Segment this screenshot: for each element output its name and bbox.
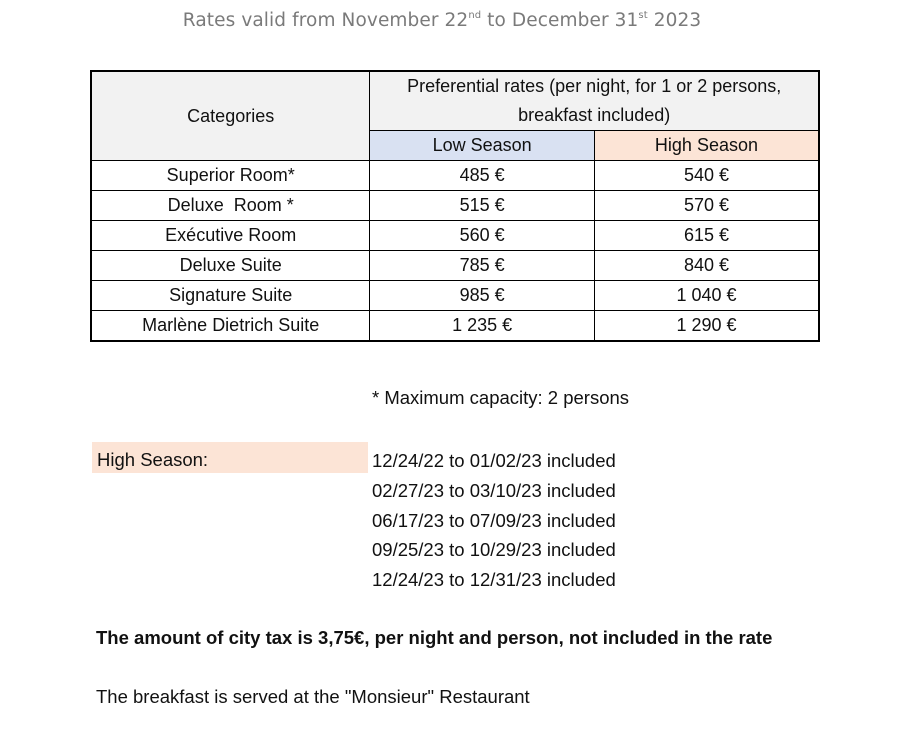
row-low-rate: 785 €: [370, 251, 595, 281]
row-category: Superior Room*: [91, 161, 370, 191]
row-category: Exécutive Room: [91, 221, 370, 251]
row-category: Marlène Dietrich Suite: [91, 311, 370, 342]
row-low-rate: 985 €: [370, 281, 595, 311]
table-row: [91, 191, 819, 221]
table-row: [91, 311, 819, 342]
header-high-season: High Season: [594, 131, 819, 161]
header-preferential-rates: [370, 71, 819, 131]
header-categories: Categories: [91, 71, 370, 161]
period-item: 09/25/23 to 10/29/23 included: [372, 539, 616, 561]
title-suffix: 2023: [647, 10, 702, 31]
row-high-rate: 1 040 €: [594, 281, 819, 311]
row-low-rate: 515 €: [370, 191, 595, 221]
title-sup-1: nd: [468, 10, 482, 21]
high-season-periods: [372, 446, 616, 595]
header-pref-line-2: breakfast included): [518, 105, 671, 125]
title-sup-2: st: [638, 10, 648, 21]
row-high-rate: 570 €: [594, 191, 819, 221]
row-category: Deluxe Room *: [91, 191, 370, 221]
row-high-rate: 615 €: [594, 221, 819, 251]
row-low-rate: 1 235 €: [370, 311, 595, 342]
high-season-label: High Season:: [92, 442, 368, 473]
table-row: [91, 281, 819, 311]
title-prefix: Rates valid from November 22: [182, 10, 469, 31]
capacity-note: * Maximum capacity: 2 persons: [372, 387, 630, 408]
period-item: 02/27/23 to 03/10/23 included: [372, 479, 616, 501]
rates-table: [90, 70, 820, 342]
period-item: 12/24/23 to 12/31/23 included: [372, 569, 616, 591]
title-mid: to December 31: [481, 10, 639, 31]
page-title: [0, 10, 884, 31]
row-category: Signature Suite: [91, 281, 370, 311]
row-high-rate: 540 €: [594, 161, 819, 191]
table-row: [91, 221, 819, 251]
city-tax-note: The amount of city tax is 3,75€, per night and person, not included in the rate: [96, 627, 773, 648]
table-row: [91, 161, 819, 191]
row-category: Deluxe Suite: [91, 251, 370, 281]
row-low-rate: 560 €: [370, 221, 595, 251]
row-low-rate: 485 €: [370, 161, 595, 191]
row-high-rate: 840 €: [594, 251, 819, 281]
row-high-rate: 1 290 €: [594, 311, 819, 342]
header-low-season: Low Season: [370, 131, 595, 161]
header-pref-line-1: Preferential rates (per night, for 1 or 2 persons,: [407, 76, 782, 96]
table-row: [91, 251, 819, 281]
period-item: 12/24/22 to 01/02/23 included: [372, 450, 616, 471]
breakfast-note: The breakfast is served at the "Monsieur" Restaurant: [96, 686, 530, 707]
period-item: 06/17/23 to 07/09/23 included: [372, 509, 616, 531]
